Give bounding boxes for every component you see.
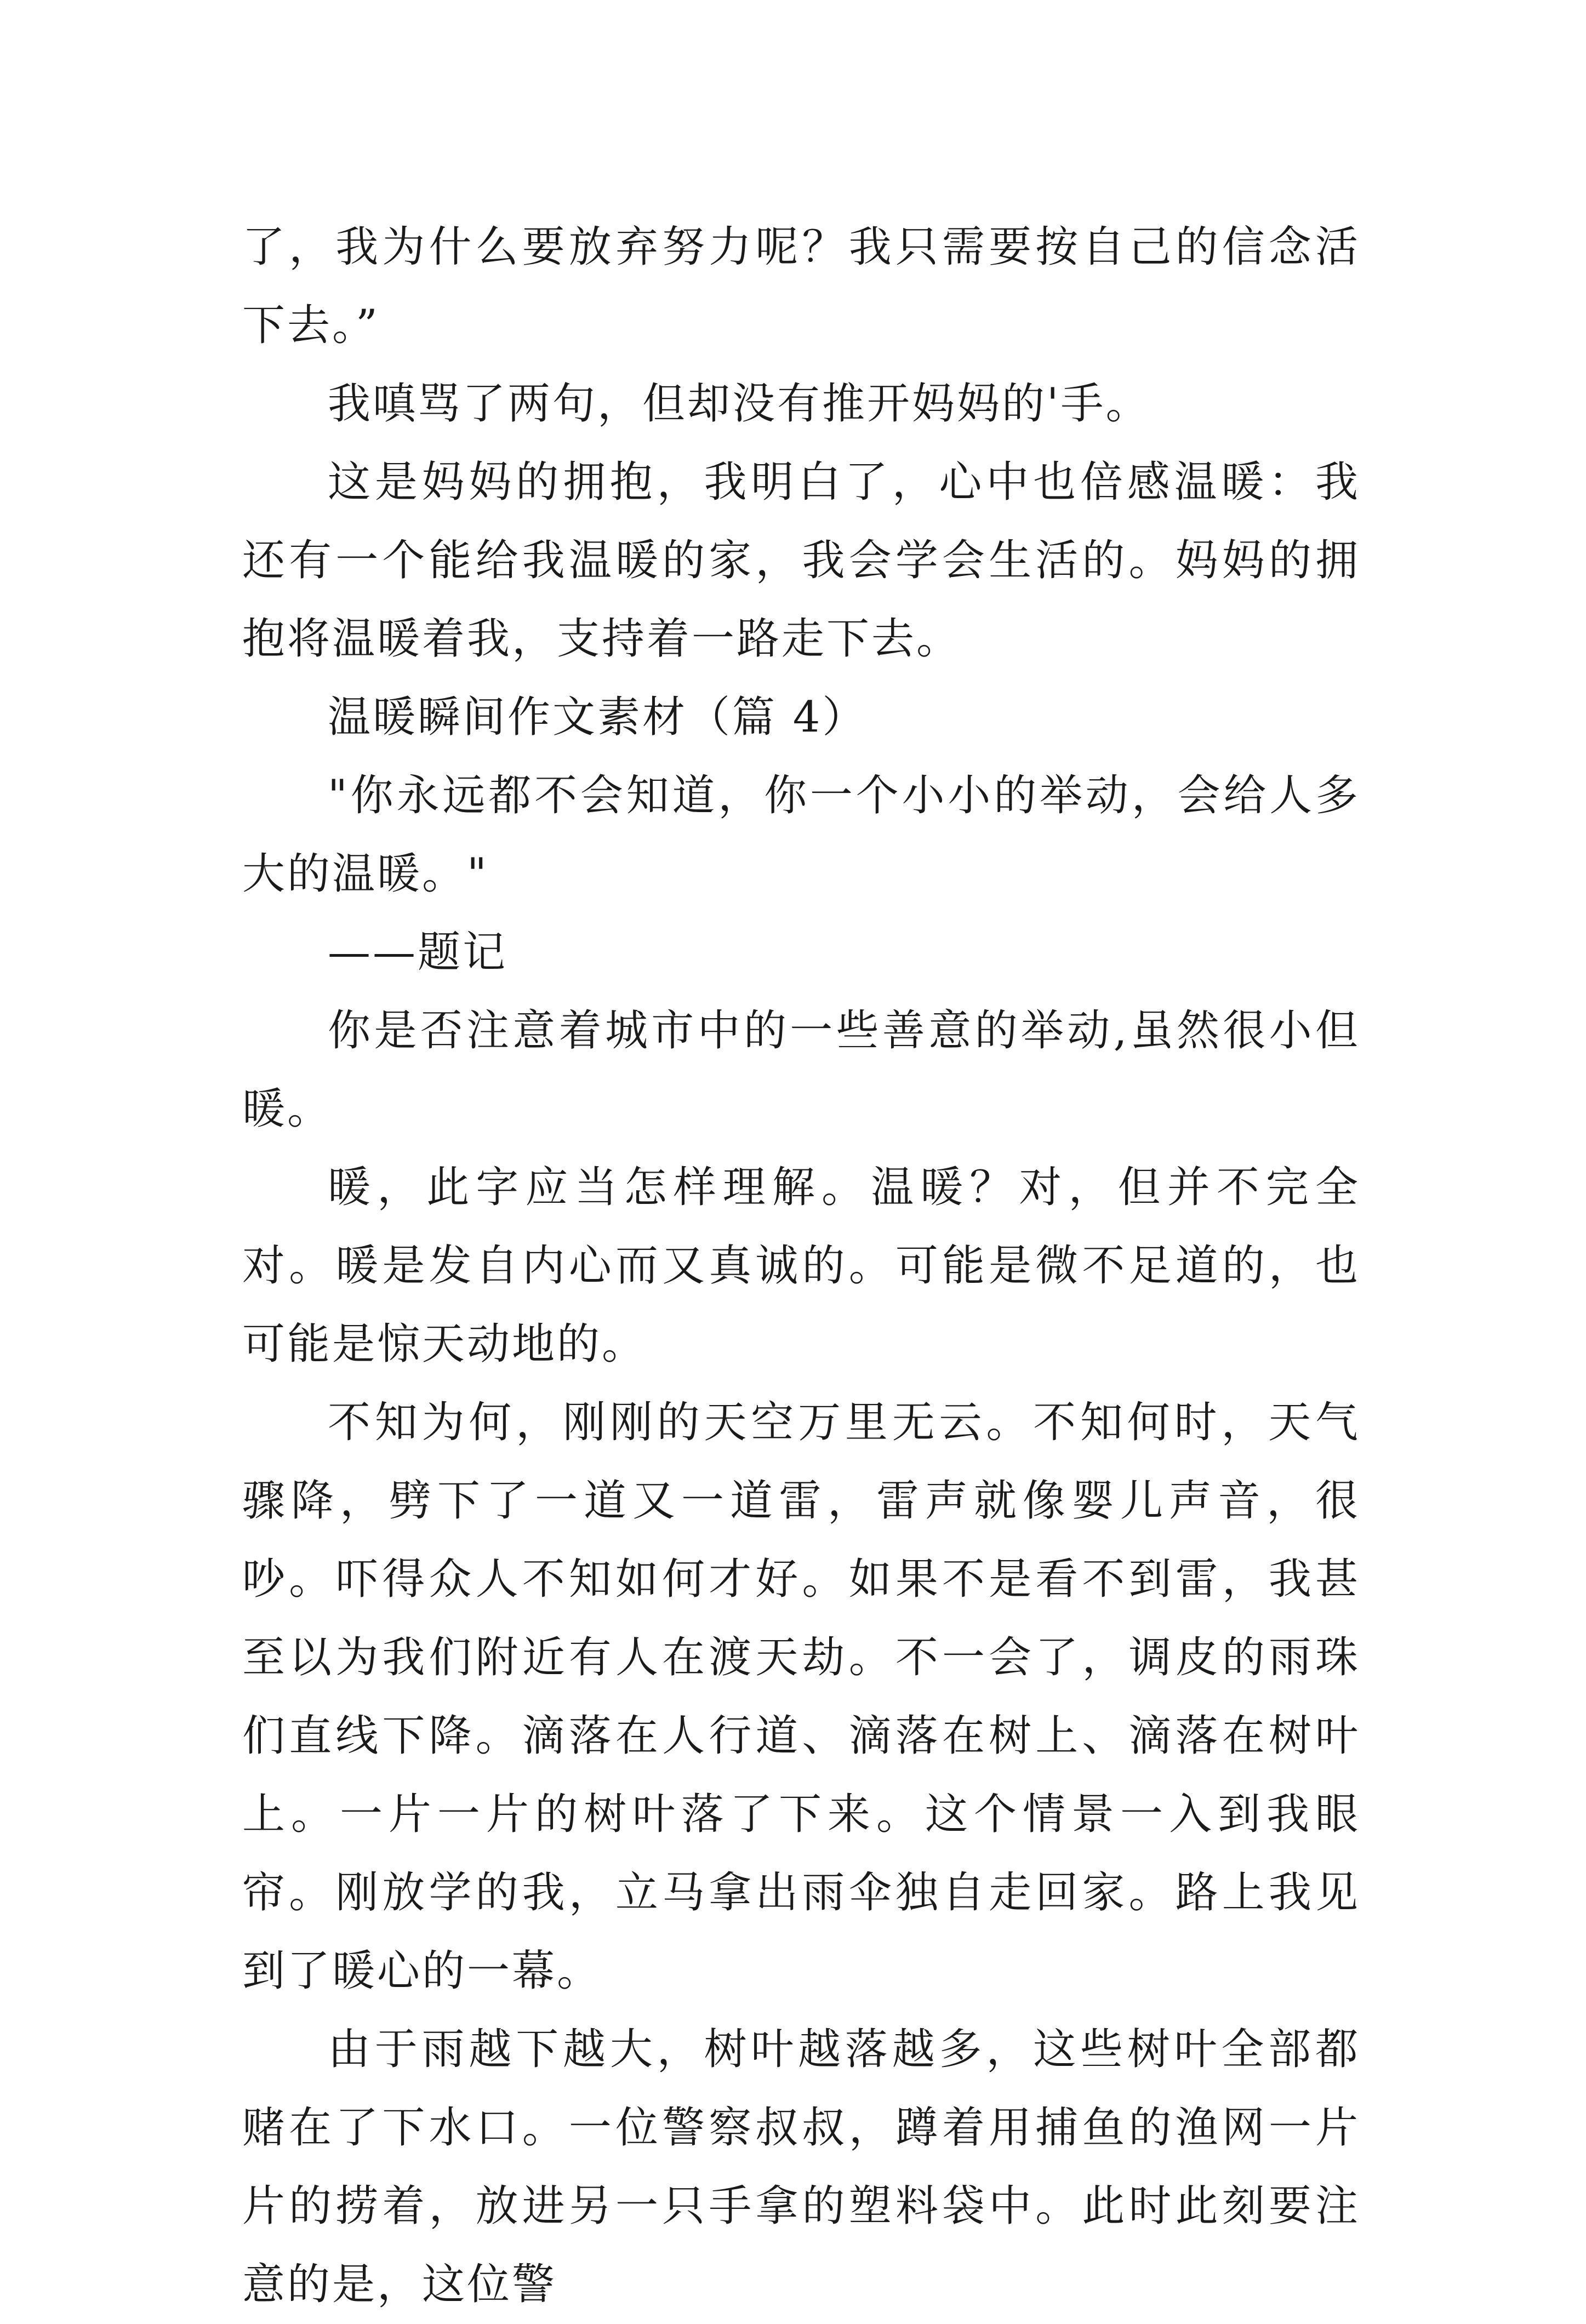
paragraph: 暖，此字应当怎样理解。温暖？对，但并不完全对。暖是发自内心而又真诚的。可能是微不足道的，也可能是惊天动地的。	[242, 1163, 1360, 1369]
paragraph: 不知为何，刚刚的天空万里无云。不知何时，天气骤降，劈下了一道又一道雷，雷声就像婴儿声音，很吵。吓得众人不知如何才好。如果不是看不到雷，我甚至以为我们附近有人在渡天劫。不一会了，调皮的雨珠们直线下降。滴落在人行道、滴落在树上、滴落在树叶上。一片一片的树叶落了下来。这个情景一入到我眼帘。刚放学的我，立马拿出雨伞独自走回家。路上我见到了暖心的一幕。	[242, 1398, 1360, 1996]
paragraph: 这是妈妈的拥抱，我明白了，心中也倍感温暖：我还有一个能给我温暖的家，我会学会生活的。妈妈的拥抱将温暖着我，支持着一路走下去。	[242, 458, 1360, 664]
paragraph: 我嗔骂了两句，但却没有推开妈妈的'手。	[328, 379, 1151, 429]
section-heading: 温暖瞬间作文素材（篇 4）	[328, 693, 868, 742]
paragraph: 由于雨越下越大，树叶越落越多，这些树叶全部都赌在了下水口。一位警察叔叔，蹲着用捕鱼的渔网一片片的捞着，放进另一只手拿的塑料袋中。此时此刻要注意的是，这位警	[242, 2025, 1360, 2309]
paragraph-continued: 了，我为什么要放弃努力呢？我只需要按自己的信念活下去。”	[242, 222, 1360, 350]
paragraph: 你是否注意着城市中的一些善意的举动,虽然很小但暖。	[242, 1006, 1360, 1134]
document-body	[242, 208, 1360, 2324]
epigraph-quote: "你永远都不会知道，你一个小小的举动，会给人多大的温暖。"	[242, 771, 1360, 899]
epigraph-attribution: ——题记	[328, 928, 508, 977]
